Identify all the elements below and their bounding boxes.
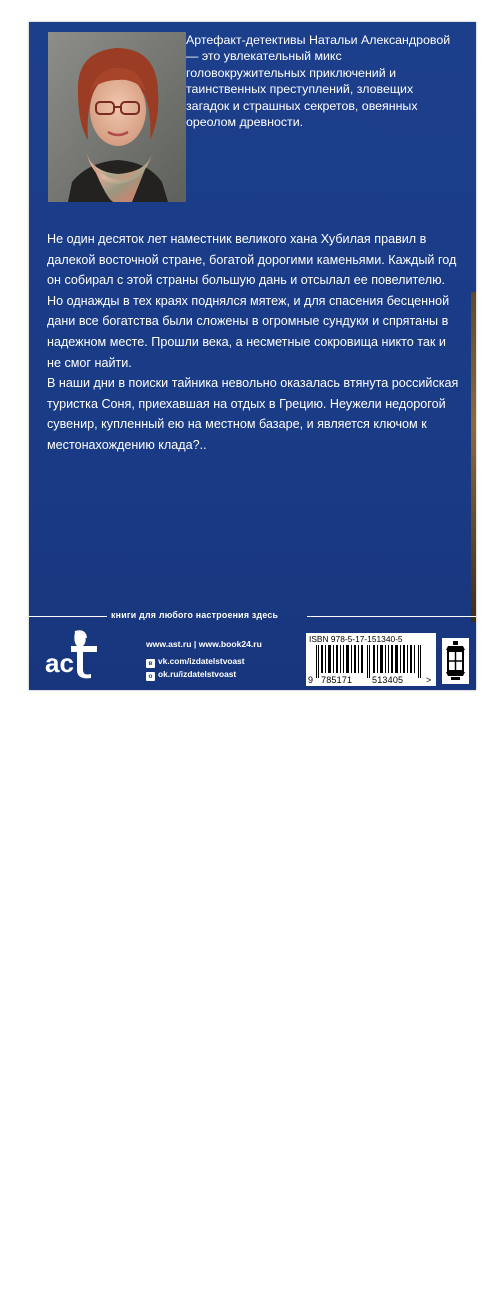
barcode-digit-group2: 513405 [372, 675, 404, 685]
tagline-rule-right [307, 616, 476, 617]
tagline: книги для любого настроения здесь [111, 610, 279, 620]
barcode-arrow: > [426, 675, 432, 685]
author-photo [48, 32, 186, 202]
social-vk-link[interactable]: vk.com/izdatelstvoast [158, 656, 245, 666]
ok-icon: о [146, 672, 155, 681]
description-paragraph-2: В наши дни в поиски тайника невольно оказалась втянута российская туристка Соня, приехавшая на отдых в Грецию. Неужели недорогой сувенир, купленный ею на местном базаре, и является ключом к местонахождению клада?.. [47, 376, 459, 452]
vk-icon: в [146, 659, 155, 668]
book-description [47, 229, 462, 456]
barcode-bars-icon [308, 645, 432, 678]
back-cover [29, 22, 476, 1293]
barcode-digit-group1: 785171 [321, 675, 353, 685]
isbn: ISBN 978-5-17-151340-5 [309, 634, 403, 644]
lantern-icon [442, 638, 469, 684]
tagline-bar [29, 609, 476, 623]
svg-text:ac: ac [45, 648, 74, 678]
tagline-rule-left [29, 616, 107, 617]
ast-logo [45, 630, 134, 1293]
author-portrait-image [48, 32, 186, 202]
websites[interactable]: www.ast.ru | www.book24.ru [146, 639, 262, 649]
social-vk[interactable] [146, 656, 245, 668]
publisher-name: ИЗДАТЕЛЬСКАЯ ГРУППА АСТ [45, 1286, 134, 1293]
cover-edge-stripe [471, 292, 476, 622]
barcode [306, 633, 436, 686]
ast-logo-icon [45, 630, 125, 678]
social-ok-link[interactable]: ok.ru/izdatelstvoast [158, 669, 237, 679]
description-paragraph-1: Не один десяток лет наместник великого хана Хубилая правил в далекой восточной стране, богатой дорогими каменьями. Каждый год он собирал с этой страны большую дань и отсылал ее повелителю. Но однажды в тех краях поднялся мятеж, и для спасения бесценной дани все богатства были сложены в огромные сундуки и спрятаны в надежном месте. Прошли века, а несметные сокровища никто так и не смог найти. [47, 232, 457, 370]
author-blurb: Артефакт-детективы Натальи Александровой — это увлекательный микс головокружительных приключений и таинственных преступлений, зловещих загадок и страшных секретов, овеянных ореолом древности. [186, 33, 451, 130]
lantern-emblem [442, 638, 469, 684]
social-ok[interactable] [146, 669, 236, 681]
barcode-digit-first: 9 [308, 675, 314, 685]
